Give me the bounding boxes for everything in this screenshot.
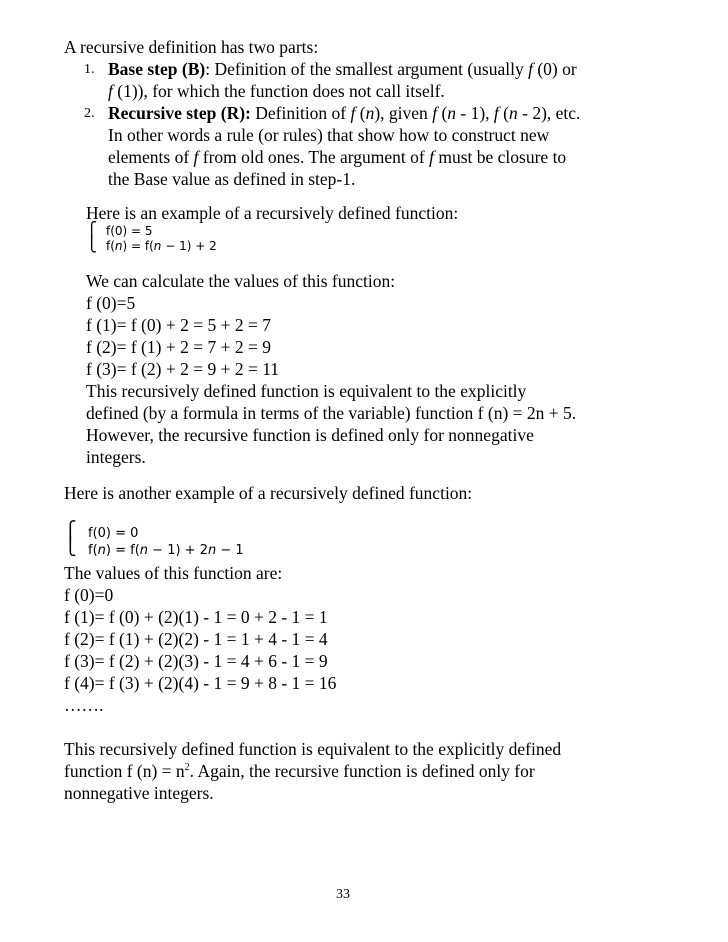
- example1-formula-image: [86, 221, 256, 256]
- example1-conclusion-line: However, the recursive function is defined only for nonnegative: [86, 425, 534, 445]
- example2-value-line: f (0)=0: [64, 585, 114, 605]
- example2-conclusion-line-3: nonnegative integers.: [64, 783, 214, 803]
- example1-calc-intro: We can calculate the values of this function:: [86, 271, 396, 291]
- list-item-2-line-1: Recursive step (R): Definition of f (n), given f (n - 1), f (n - 2), etc.: [108, 103, 581, 123]
- example2-value-line: f (3)= f (2) + (2)(3) - 1 = 4 + 6 - 1 = 9: [64, 651, 328, 671]
- brace-bottom-icon: ⎩: [64, 537, 77, 557]
- base-step-term: Base step (B): [108, 59, 206, 79]
- intro-text: A recursive definition has two parts:: [64, 37, 319, 57]
- example2-intro: Here is another example of a recursively defined function:: [64, 483, 473, 503]
- example1-value-line: f (1)= f (0) + 2 = 5 + 2 = 7: [86, 315, 271, 335]
- brace-top-icon: ⎧: [64, 521, 77, 541]
- example1-conclusion-line: This recursively defined function is equivalent to the explicitly: [86, 381, 527, 401]
- example2-value-line: f (1)= f (0) + (2)(1) - 1 = 0 + 2 - 1 = 1: [64, 607, 328, 627]
- list-item-2-line-2: In other words a rule (or rules) that show how to construct new: [108, 125, 550, 145]
- brace-top-icon: ⎧: [86, 221, 98, 239]
- example1-conclusion-line: defined (by a formula in terms of the variable) function f (n) = 2n + 5.: [86, 403, 577, 423]
- example1-conclusion-line: integers.: [86, 447, 146, 467]
- example2-value-line: f (2)= f (1) + (2)(2) - 1 = 1 + 4 - 1 = 4: [64, 629, 328, 649]
- example2-conclusion-line-2: function f $(n) = n^2$. Again, the recursive function is defined only for: [64, 761, 535, 781]
- example2-value-line: f (4)= f (3) + (2)(4) - 1 = 9 + 8 - 1 = 16: [64, 673, 337, 693]
- example1-value-line: f (2)= f (1) + 2 = 7 + 2 = 9: [86, 337, 271, 357]
- example2-values-intro: The values of this function are:: [64, 563, 283, 583]
- example1-formula-line-2: f(n) = f(n − 1) + 2: [106, 239, 217, 253]
- page-number: 33: [336, 887, 350, 902]
- recursive-step-term: Recursive step (R):: [108, 103, 251, 123]
- list-number-2: 2.: [84, 106, 95, 121]
- example1-value-line: f (0)=5: [86, 293, 136, 313]
- list-item-2-line-3: elements of f from old ones. The argument of f must be closure to: [108, 147, 567, 167]
- example1-formula-line-1: f(0) = 5: [106, 224, 153, 238]
- list-item-2-line-4: the Base value as defined in step-1.: [108, 169, 356, 189]
- example1-value-line: f (3)= f (2) + 2 = 9 + 2 = 11: [86, 359, 280, 379]
- example2-formula-image: [64, 521, 264, 560]
- example2-conclusion-line-1: This recursively defined function is equivalent to the explicitly defined: [64, 739, 562, 759]
- list-item-1-line-2: f (1)), for which the function does not call itself.: [108, 81, 445, 101]
- list-item-1-line-1: Base step (B): Definition of the smallest argument (usually f (0) or: [108, 59, 577, 79]
- example2-ellipsis: …….: [64, 695, 104, 715]
- brace-bottom-icon: ⎩: [86, 235, 98, 253]
- example2-formula-line-1: f(0) = 0: [88, 526, 139, 541]
- example2-formula-line-2: f(n) = f(n − 1) + 2n − 1: [88, 543, 244, 558]
- example1-intro: Here is an example of a recursively defined function:: [86, 203, 459, 223]
- list-number-1: 1.: [84, 62, 95, 77]
